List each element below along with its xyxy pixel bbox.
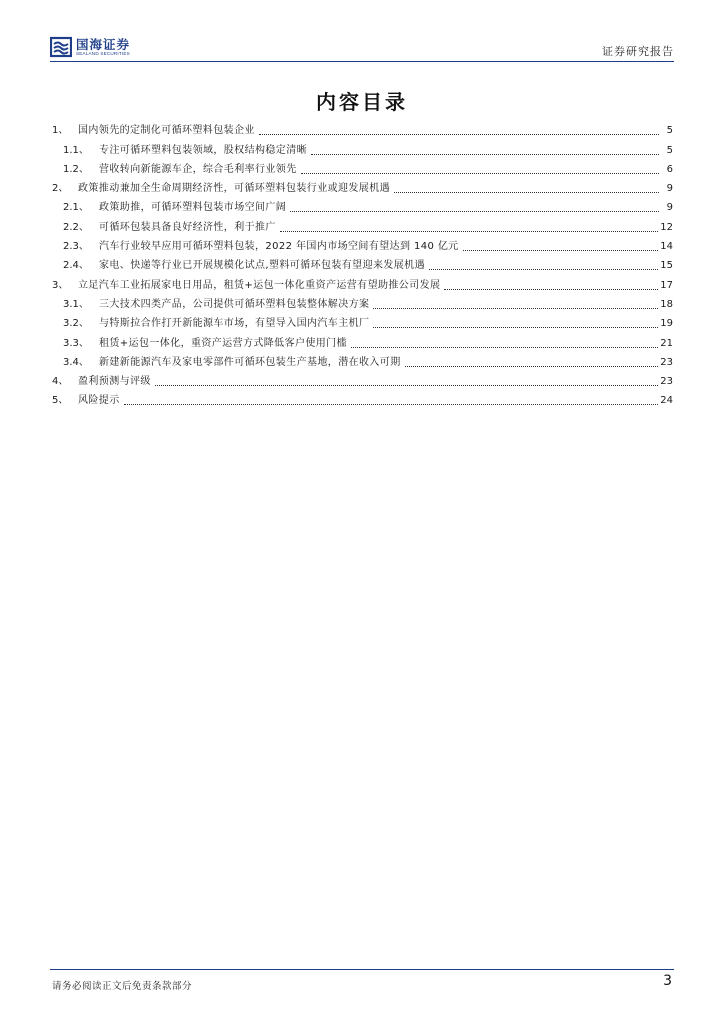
toc-entry[interactable] [52,118,673,137]
toc-entry-label: 立足汽车工业拓展家电日用品，租赁+运包一体化重资产运营有望助推公司发展 [78,279,441,291]
page-header [50,34,674,60]
toc-entry-number: 3、 [52,279,69,291]
toc-entry[interactable] [52,176,673,195]
toc-entry[interactable] [52,157,673,176]
toc-entry-label: 可循环包装具备良好经济性，利于推广 [99,221,276,233]
toc-entry[interactable] [52,272,673,291]
toc-entry[interactable] [52,234,673,253]
toc-entry-page: 19 [660,318,673,330]
toc-entry-page: 12 [660,221,673,233]
toc-entry-number: 1、 [52,125,69,137]
toc-entry-number: 1.1、 [63,144,89,156]
toc-entry-label: 租赁+运包一体化，重资产运营方式降低客户使用门槛 [99,337,347,349]
footer-divider [50,969,674,970]
toc-entry[interactable] [52,388,673,407]
toc-entry-number: 1.2、 [63,163,89,175]
toc-title: 内容目录 [316,90,408,114]
toc-entry-label: 三大技术四类产品，公司提供可循环塑料包装整体解决方案 [99,298,370,310]
toc-dot-leader [373,327,658,328]
toc-entry[interactable] [52,214,673,233]
logo-name-cn: 国海证券 [76,36,131,52]
toc-dot-leader [290,211,659,212]
toc-entry-label: 政策推动兼加全生命周期经济性，可循环塑料包装行业或迎发展机遇 [78,183,390,195]
toc-entry-number: 4、 [52,376,69,388]
toc-entry-number: 2、 [52,183,69,195]
toc-dot-leader [373,308,658,309]
toc-dot-leader [405,366,659,367]
toc-dot-leader [311,154,659,155]
toc-entry[interactable] [52,292,673,311]
table-of-contents [52,118,673,407]
toc-entry-number: 2.1、 [63,202,89,214]
sealand-logo-icon [50,36,72,58]
toc-entry-page: 15 [660,260,673,272]
toc-entry[interactable] [52,311,673,330]
toc-entry[interactable] [52,253,673,272]
toc-entry-page: 21 [660,337,673,349]
toc-entry-label: 政策助推，可循环塑料包装市场空间广阔 [99,202,287,214]
toc-entry-page: 24 [660,395,673,407]
page-number: 3 [663,973,672,989]
toc-dot-leader [444,289,658,290]
toc-dot-leader [429,269,658,270]
toc-dot-leader [301,173,659,174]
toc-entry-label: 盈利预测与评级 [78,376,151,388]
toc-entry-number: 3.1、 [63,298,89,310]
toc-entry-page: 5 [666,144,673,156]
toc-entry-number: 2.3、 [63,241,89,253]
toc-entry-page: 5 [666,125,673,137]
toc-entry-label: 国内领先的定制化可循环塑料包装企业 [78,125,255,137]
toc-entry[interactable] [52,195,673,214]
toc-entry-page: 6 [666,163,673,175]
toc-dot-leader [463,250,659,251]
toc-dot-leader [394,192,659,193]
toc-entry-label: 新建新能源汽车及家电零部件可循环包装生产基地，潜在收入可期 [99,356,401,368]
report-type-label: 证券研究报告 [602,45,674,58]
toc-entry-page: 18 [660,298,673,310]
toc-entry-label: 与特斯拉合作打开新能源车市场，有望导入国内汽车主机厂 [99,318,370,330]
footer-disclaimer: 请务必阅读正文后免责条款部分 [52,981,193,992]
header-divider [50,61,674,62]
toc-entry-label: 营收转向新能源车企，综合毛利率行业领先 [99,163,297,175]
toc-entry-label: 家电、快递等行业已开展规模化试点,塑料可循环包装有望迎来发展机遇 [99,260,425,272]
toc-entry-page: 14 [660,241,673,253]
company-logo [50,34,130,60]
toc-entry-number: 3.3、 [63,337,89,349]
toc-dot-leader [351,347,658,348]
toc-dot-leader [280,231,658,232]
toc-dot-leader [259,134,659,135]
toc-entry-number: 2.4、 [63,260,89,272]
toc-entry-page: 9 [666,202,673,214]
toc-dot-leader [155,385,658,386]
toc-dot-leader [124,404,659,405]
toc-entry-number: 3.2、 [63,318,89,330]
toc-entry[interactable] [52,137,673,156]
toc-entry[interactable] [52,350,673,369]
toc-entry-label: 风险提示 [78,395,120,407]
toc-entry-number: 3.4、 [63,356,89,368]
toc-entry-label: 汽车行业较早应用可循环塑料包装，2022 年国内市场空间有望达到 140 亿元 [99,241,459,253]
toc-entry-number: 5、 [52,395,69,407]
toc-entry-label: 专注可循环塑料包装领域，股权结构稳定清晰 [99,144,307,156]
toc-entry-number: 2.2、 [63,221,89,233]
toc-entry-page: 23 [660,376,673,388]
toc-entry-page: 23 [660,356,673,368]
toc-entry[interactable] [52,369,673,388]
toc-entry[interactable] [52,330,673,349]
logo-name-en: SEALAND SECURITIES [76,50,130,56]
toc-entry-page: 9 [666,183,673,195]
toc-entry-page: 17 [660,279,673,291]
